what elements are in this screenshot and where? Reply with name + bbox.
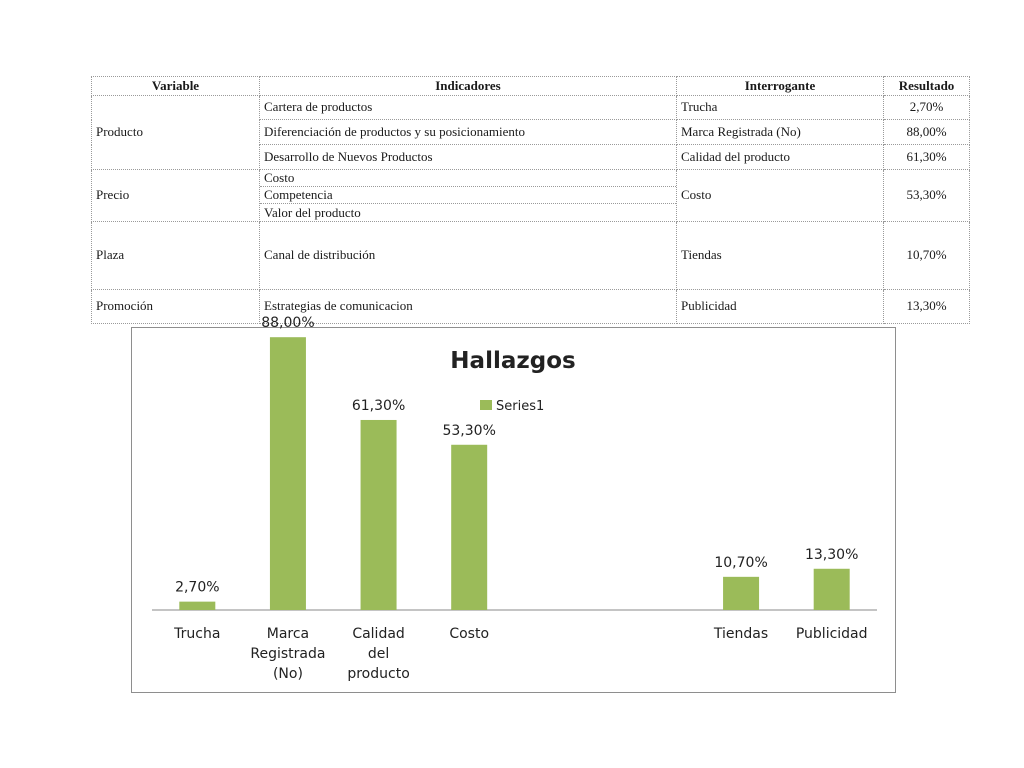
bar [451, 445, 487, 610]
legend-swatch [480, 400, 492, 410]
variable-plaza: Plaza [92, 221, 260, 289]
data-label: 13,30% [804, 546, 859, 563]
data-label: 61,30% [351, 397, 406, 414]
category-label: Registrada [250, 646, 326, 662]
indicador-cell: Estrategias de comunicacion [260, 289, 677, 323]
table-row [92, 169, 970, 221]
chart-title: Hallazgos [450, 348, 576, 374]
indicador-cell: Costo [260, 170, 676, 187]
header-resultado: Resultado [884, 77, 970, 96]
data-label: 53,30% [442, 422, 496, 439]
legend-label: Series1 [496, 399, 545, 414]
category-label: Tiendas [713, 626, 769, 642]
resultado-cell: 53,30% [884, 169, 970, 221]
category-label: Calidad [352, 626, 405, 642]
interrogante-cell: Costo [677, 169, 884, 221]
header-interrogante: Interrogante [677, 77, 884, 96]
chart-canvas [132, 315, 895, 692]
variable-producto: Producto [92, 95, 260, 169]
variable-precio: Precio [92, 169, 260, 221]
header-indicadores: Indicadores [260, 77, 677, 96]
resultado-cell: 13,30% [884, 289, 970, 323]
category-label: del [367, 646, 390, 662]
bar [723, 577, 759, 610]
resultado-cell: 2,70% [884, 95, 970, 120]
category-label: Trucha [174, 626, 221, 642]
table-row [92, 95, 970, 120]
indicador-cell: Desarrollo de Nuevos Productos [260, 145, 677, 170]
category-label: (No) [272, 666, 303, 682]
indicador-cell: Valor del producto [264, 204, 361, 220]
interrogante-cell: Publicidad [677, 289, 884, 323]
indicador-stack [260, 169, 677, 221]
indicador-cell: Cartera de productos [260, 95, 677, 120]
variable-promocion: Promoción [92, 289, 260, 323]
category-label: Publicidad [795, 626, 868, 642]
category-label: Marca [266, 626, 310, 642]
interrogante-cell: Calidad del producto [677, 145, 884, 170]
header-variable: Variable [92, 77, 260, 96]
interrogante-cell: Marca Registrada (No) [677, 120, 884, 145]
table-row [92, 221, 970, 289]
bar [270, 337, 306, 610]
interrogante-cell: Tiendas [677, 221, 884, 289]
resultado-cell: 10,70% [884, 221, 970, 289]
interrogante-cell: Trucha [677, 95, 884, 120]
category-label: producto [347, 666, 410, 682]
indicador-cell: Competencia [260, 187, 676, 204]
data-label: 2,70% [175, 579, 220, 596]
data-label: 10,70% [714, 554, 768, 571]
results-table [91, 76, 970, 324]
table-row [92, 289, 970, 323]
table-header-row [92, 77, 970, 96]
hallazgos-chart [131, 315, 896, 693]
data-label: 88,00% [261, 315, 315, 332]
category-label: Costo [449, 626, 490, 642]
resultado-cell: 88,00% [884, 120, 970, 145]
bar [361, 420, 397, 610]
resultado-cell: 61,30% [884, 145, 970, 170]
indicador-cell: Diferenciación de productos y su posicionamiento [260, 120, 677, 145]
bar [179, 602, 215, 610]
indicador-cell: Canal de distribución [260, 221, 677, 289]
bar [814, 569, 850, 610]
